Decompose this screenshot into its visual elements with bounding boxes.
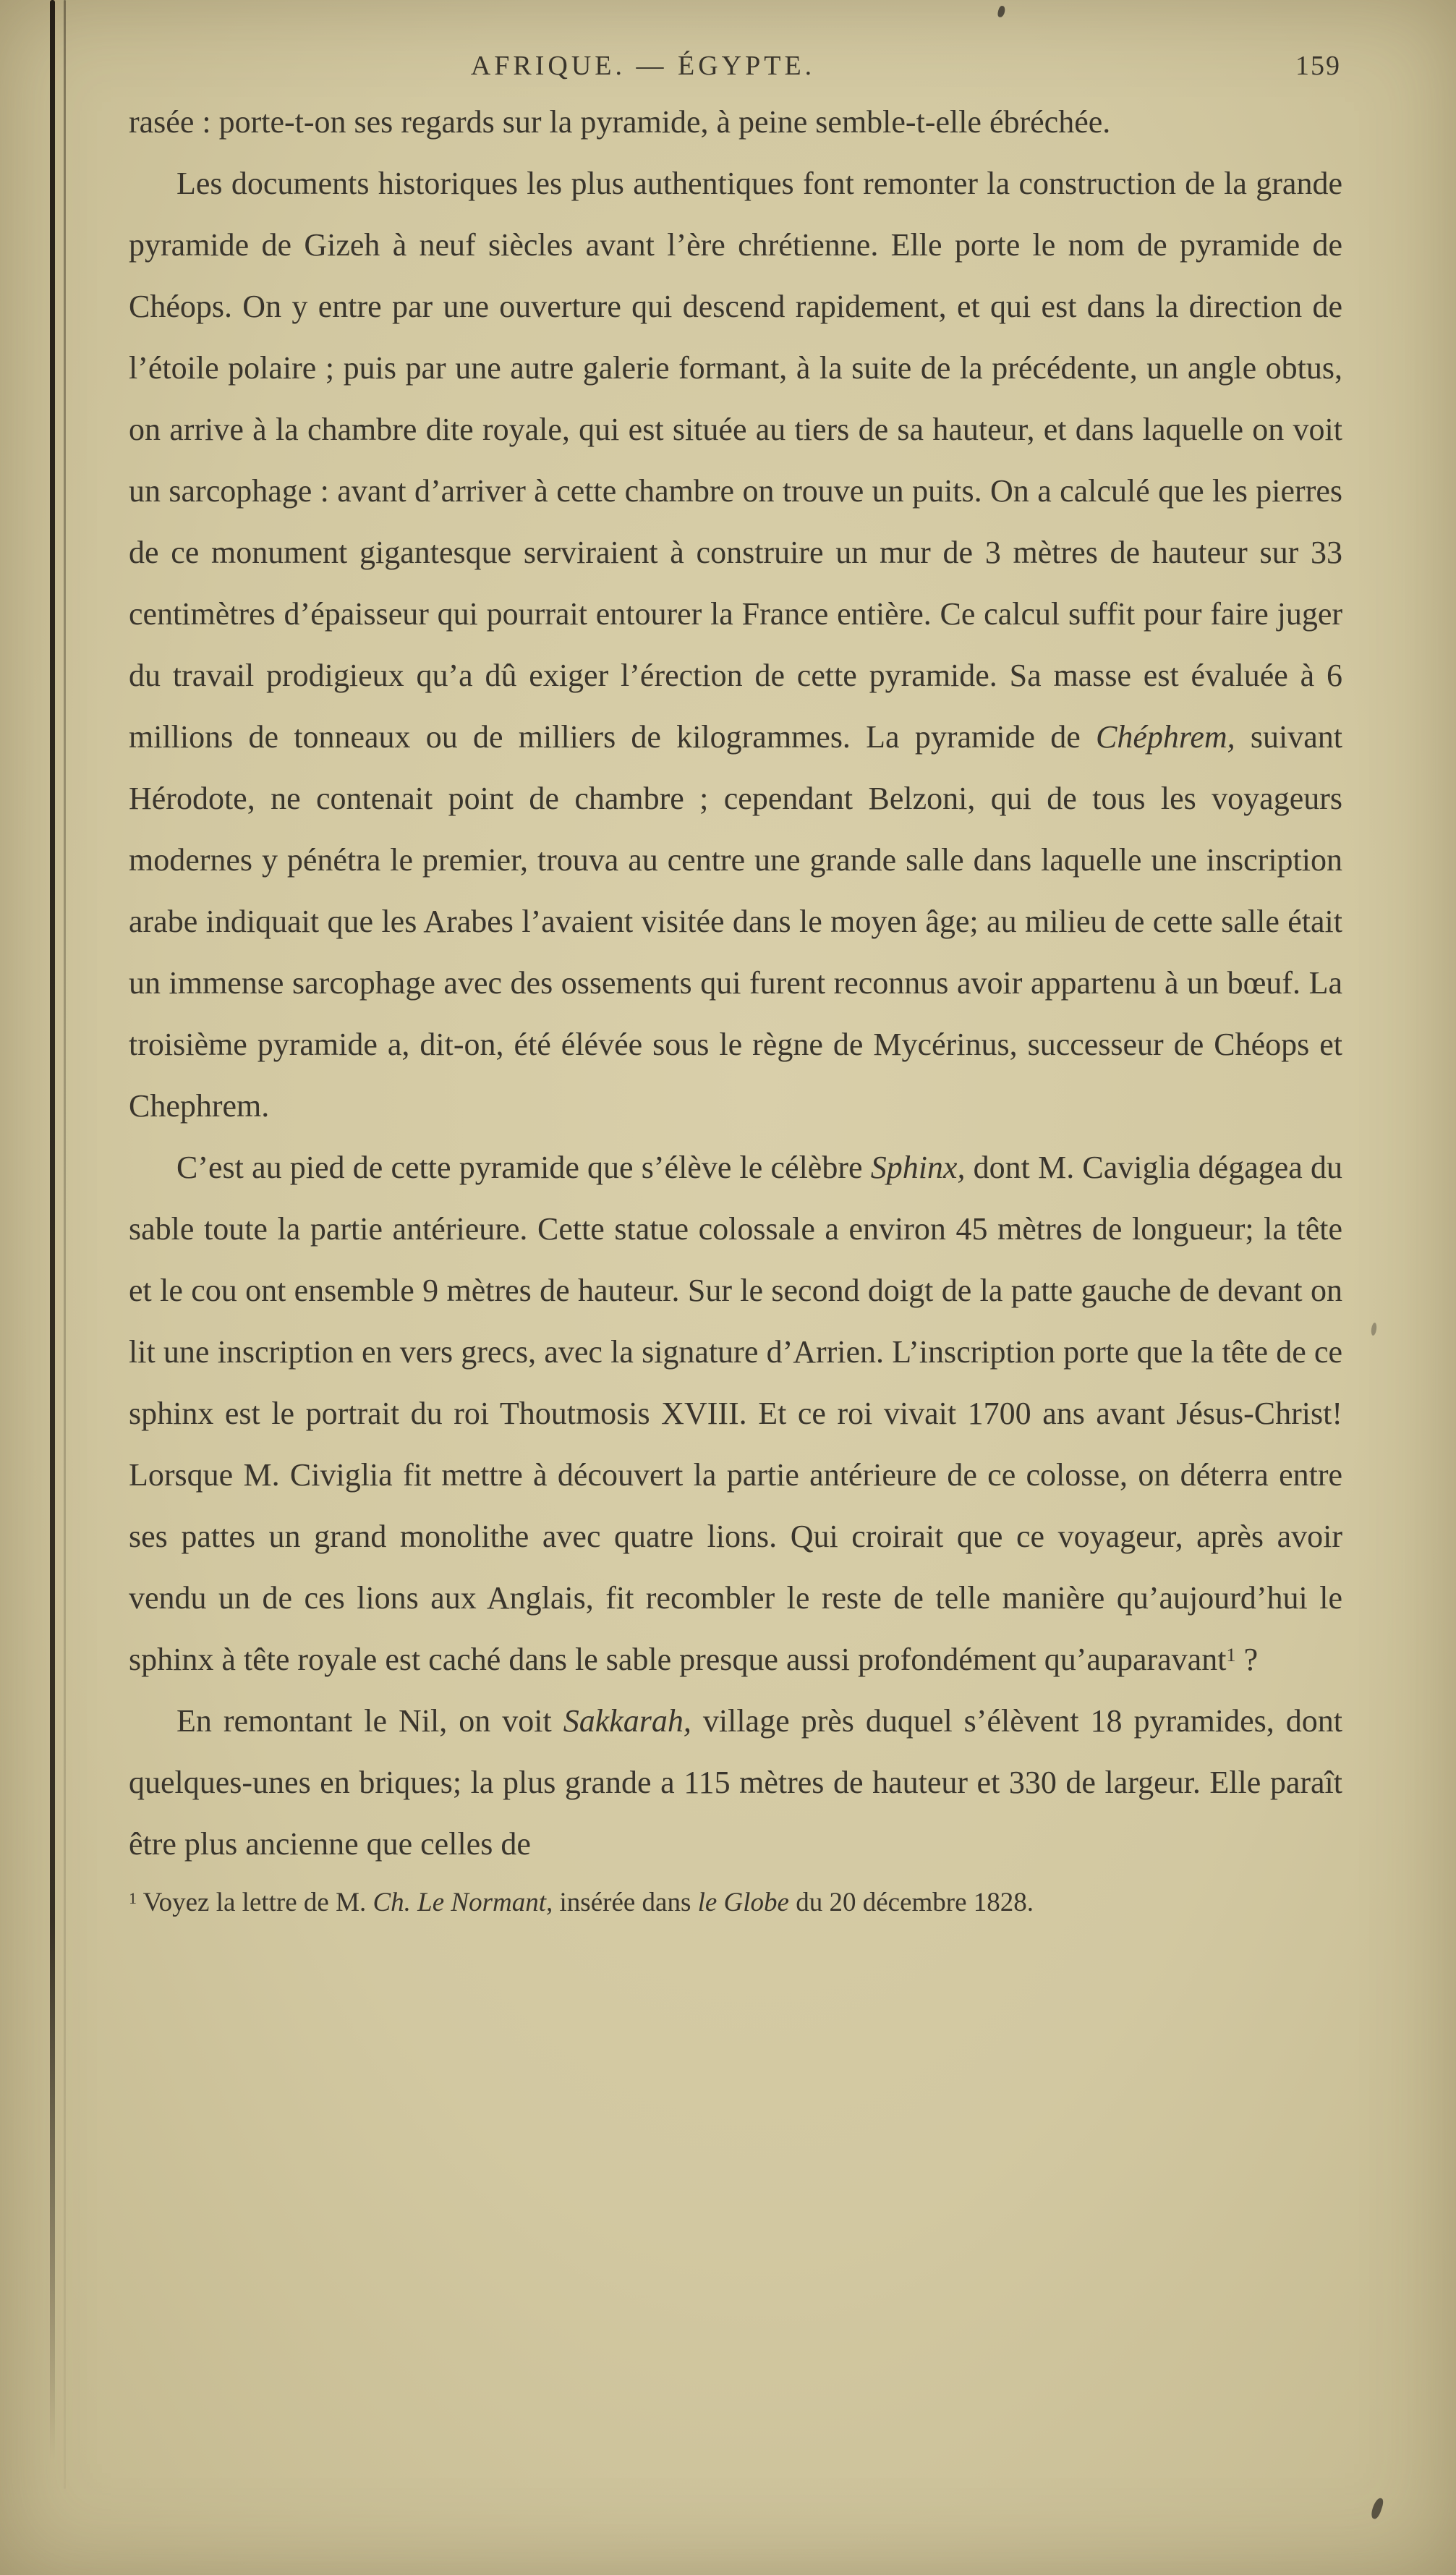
text-run: dont M. Caviglia dégagea du sable toute la partie antérieure. Cette statue colossale a environ 45 mètres de longueur; la tête et le cou ont ensemble 9 mètres de hauteur. Sur le second doigt de la patte gauche de devant on lit une inscription en vers grecs, avec la signature d’Arrien. L’inscription porte que la tête de ce sphinx est le portrait du roi Thoutmosis XVIII. Et ce roi vivait 1700 ans avant Jésus-Christ! Lorsque M. Civiglia fit mettre à découvert la partie antérieure de ce colosse, on déterra entre ses pattes un grand monolithe avec quatre lions. Qui croirait que ce voyageur, après avoir vendu un de ces lions aux Anglais, fit recombler le reste de telle manière qu’aujourd’hui le sphinx à tête royale est caché dans le sable presque aussi profondément qu’auparavant [129, 1150, 1342, 1677]
scan-artifact-line [64, 0, 66, 2489]
scan-speck [1371, 1323, 1377, 1336]
paragraph [129, 91, 1342, 153]
paragraph [129, 1137, 1342, 1690]
text-run: Les documents historiques les plus authentiques font remonter la construction de la grande pyramide de Gizeh à neuf siècles avant l’ère chrétienne. Elle porte le nom de pyramide de Chéops. On y entre par une ouverture qui descend rapidement, et qui est dans la direction de l’étoile polaire ; puis par une autre galerie formant, à la suite de la précédente, un angle obtus, on arrive à la chambre dite royale, qui est située au tiers de sa hauteur, et dans laquelle on voit un sarcophage : avant d’arriver à cette chambre on trouve un puits. On a calculé que les pierres de ce monument gigantesque serviraient à construire un mur de 3 mètres de hauteur sur 33 centimètres d’épaisseur qui pourrait entourer la France entière. Ce calcul suffit pour faire juger du travail prodigieux qu’a dû exiger l’érection de cette pyramide. Sa masse est évaluée à 6 millions de tonneaux ou de milliers de kilogrammes. La pyramide de [129, 166, 1342, 755]
footnote-reference: 1 [129, 1889, 137, 1908]
body-text [129, 91, 1342, 1875]
text-run: Voyez la lettre de M. [137, 1888, 373, 1917]
italic-text-run: Sphinx, [870, 1150, 966, 1185]
text-run: suivant Hérodote, ne contenait point de chambre ; cependant Belzoni, qui de tous les voyageurs modernes y pénétra le premier, trouva au centre une grande salle dans laquelle une inscription arabe indiquait que les Arabes l’avaient visitée dans le moyen âge; au milieu de cette salle était un immense sarcophage avec des ossements qui furent reconnus avoir appartenu à un bœuf. La troisième pyramide a, dit-on, été élévée sous le règne de Mycérinus, successeur de Chéops et Chephrem. [129, 719, 1342, 1124]
text-run: insérée dans [553, 1888, 698, 1917]
text-run: du 20 décembre 1828. [788, 1888, 1034, 1917]
text-block [129, 46, 1342, 1921]
text-run: En remontant le Nil, on voit [176, 1703, 563, 1739]
footnote-reference: 1 [1226, 1644, 1236, 1666]
text-run: rasée : porte-t-on ses regards sur la pyramide, à peine semble-t-elle ébréchée. [129, 104, 1111, 140]
text-run: ? [1235, 1642, 1259, 1677]
paragraph [129, 1690, 1342, 1875]
footnote [129, 1885, 1342, 1921]
italic-text-run: le Globe [697, 1888, 789, 1917]
italic-text-run: Sakkarah, [563, 1703, 691, 1739]
scan-speck [997, 5, 1005, 18]
text-run: C’est au pied de cette pyramide que s’élève le célèbre [176, 1150, 871, 1185]
running-title: AFRIQUE. — ÉGYPTE. [470, 51, 816, 81]
paragraph [129, 153, 1342, 1137]
text-run: village près duquel s’élèvent 18 pyramides, dont quelques-unes en briques; la plus grande a 115 mètres de hauteur et 330 de largeur. Elle paraît être plus ancienne que celles de [129, 1703, 1342, 1862]
italic-text-run: Ch. Le Normant, [372, 1888, 553, 1917]
italic-text-run: Chéphrem, [1095, 719, 1235, 755]
page-number: 159 [1295, 51, 1341, 81]
scan-speck [1370, 2497, 1385, 2520]
scan-artifact-line [50, 0, 55, 2460]
page-header [129, 46, 1342, 85]
